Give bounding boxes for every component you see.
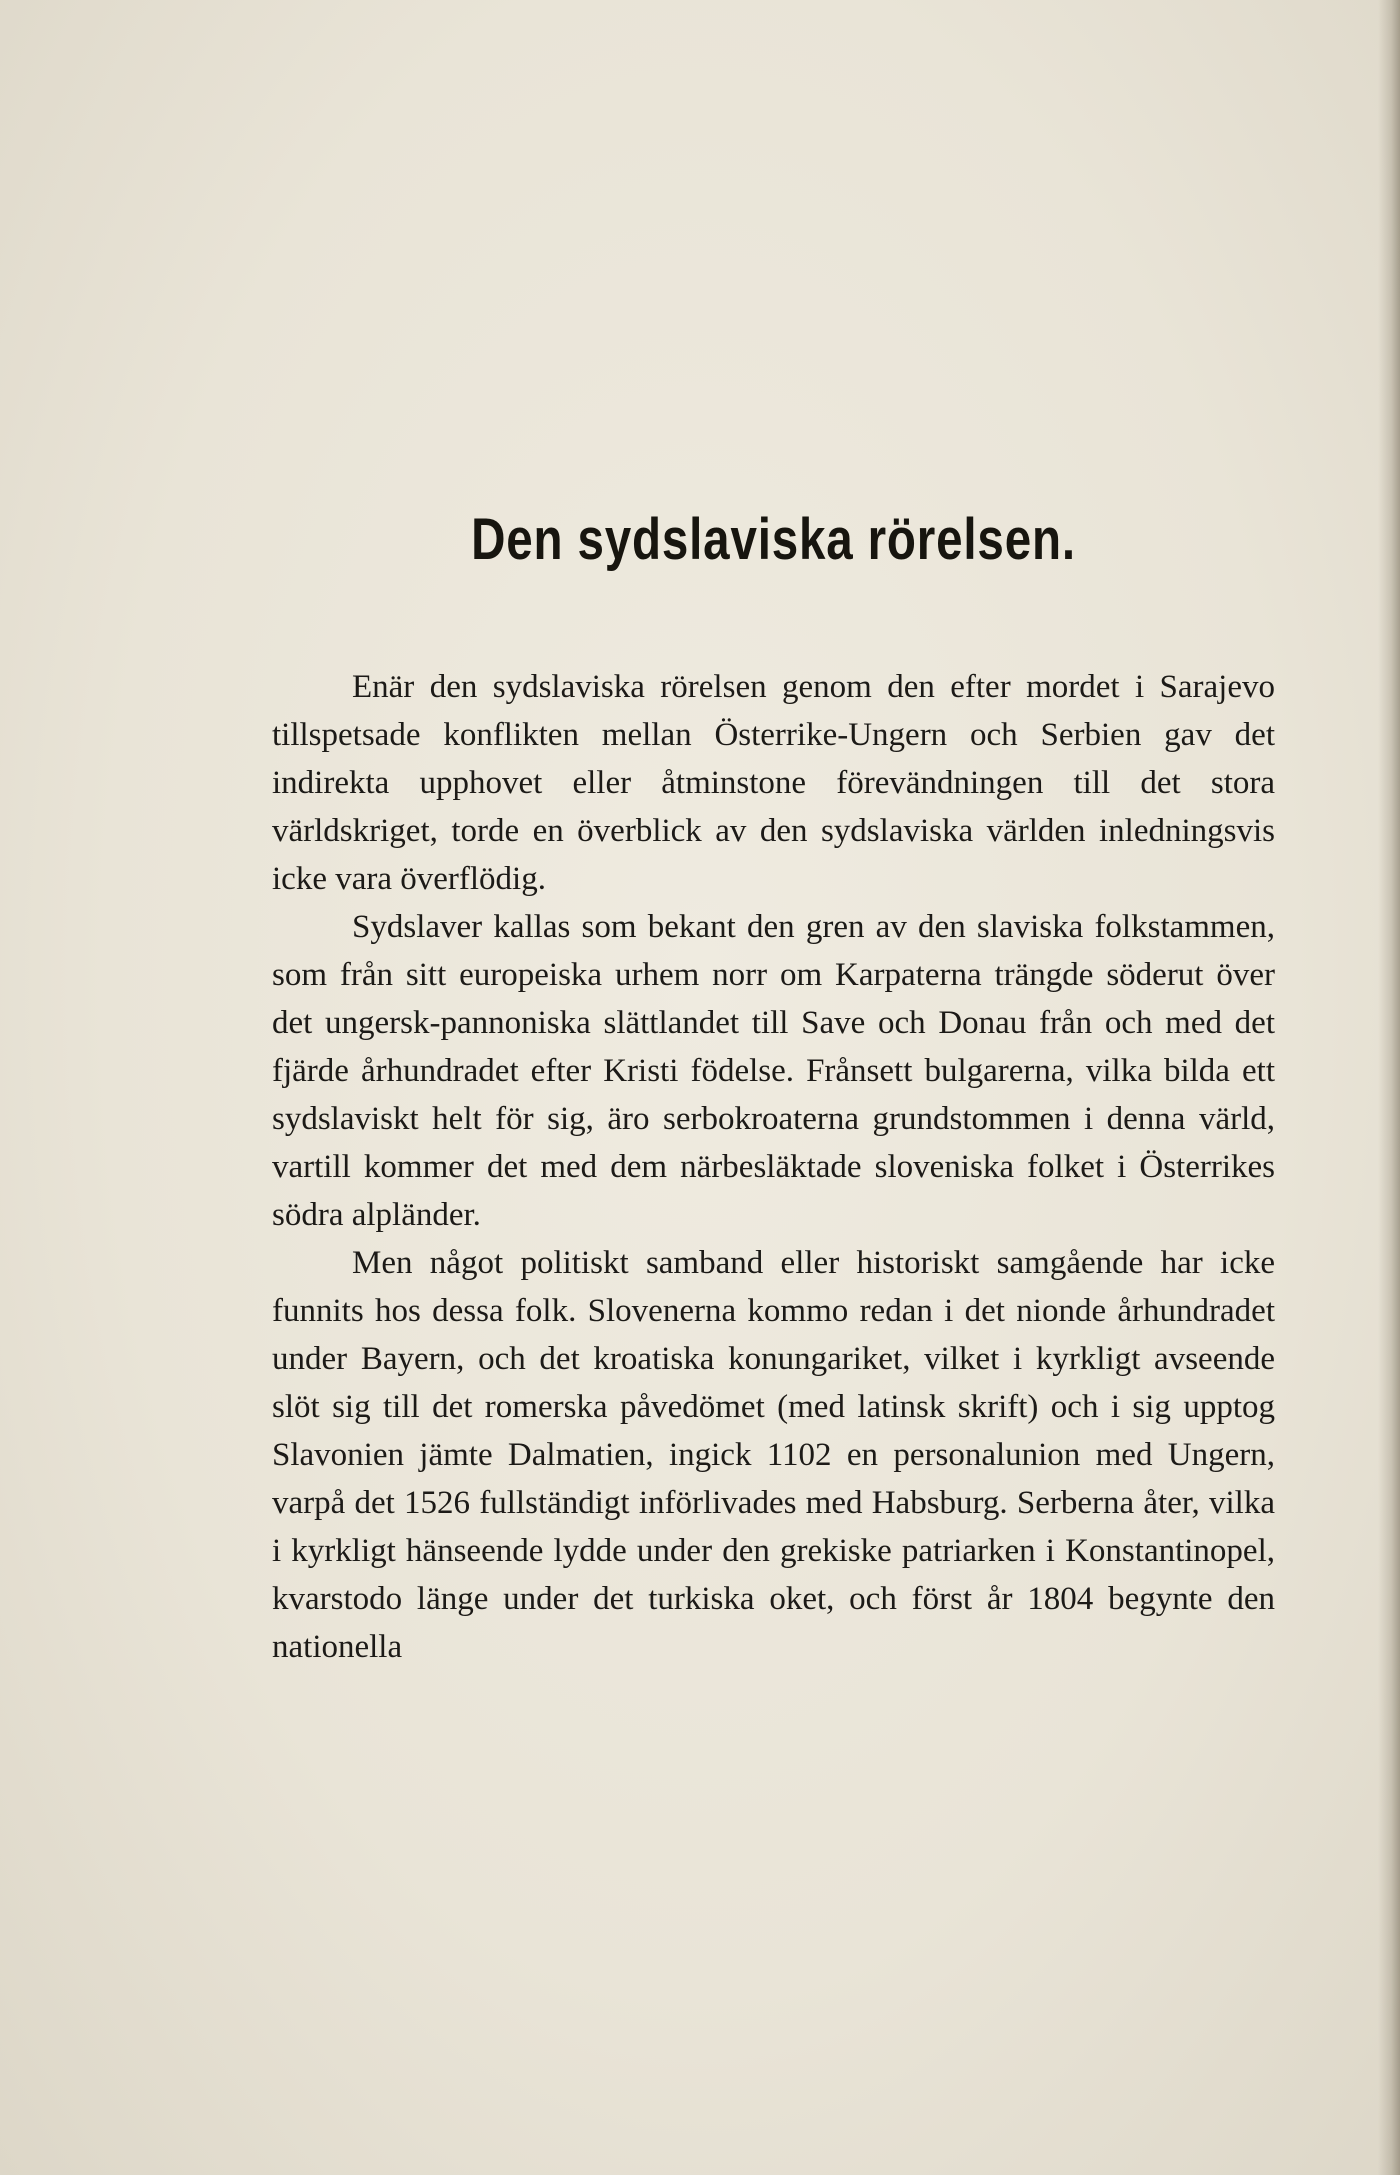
text-block (272, 505, 1275, 1671)
chapter-title: Den sydslaviska rörelsen. (471, 507, 1076, 572)
paragraph-3: Men något politiskt samband eller historiskt samgående har icke funnits hos dessa folk. Slovenerna kommo redan i det nionde århundradet under Bayern, och det kroatiska konungariket, vilket i kyrkligt avseende slöt sig till det romerska påvedömet (med latinsk skrift) och i sig upptog Slavonien jämte Dalmatien, ingick 1102 en personalunion med Ungern, varpå det 1526 fullständigt införlivades med Habsburg. Serberna åter, vilka i kyrkligt hänseende lydde under den grekiske patriarken i Konstantinopel, kvarstodo länge under det turkiska oket, och först år 1804 begynte den nationella (272, 1245, 1275, 1665)
page-edge-shadow (1378, 0, 1400, 2175)
paragraph-2: Sydslaver kallas som bekant den gren av den slaviska folkstammen, som från sitt europeiska urhem norr om Karpaterna trängde söderut över det ungersk-pannoniska slättlandet till Save och Donau från och med det fjärde århundradet efter Kristi födelse. Frånsett bulgarerna, vilka bilda ett sydslaviskt helt för sig, äro serbokroaterna grundstommen i denna värld, vartill kommer det med dem närbesläktade sloveniska folket i Österrikes södra alpländer. (272, 909, 1275, 1233)
paragraph-1: Enär den sydslaviska rörelsen genom den efter mordet i Sarajevo tillspetsade konflikten mellan Österrike-Ungern och Serbien gav det indirekta upphovet eller åtminstone förevändningen till det stora världskriget, torde en överblick av den sydslaviska världen inledningsvis icke vara överflödig. (272, 669, 1275, 897)
